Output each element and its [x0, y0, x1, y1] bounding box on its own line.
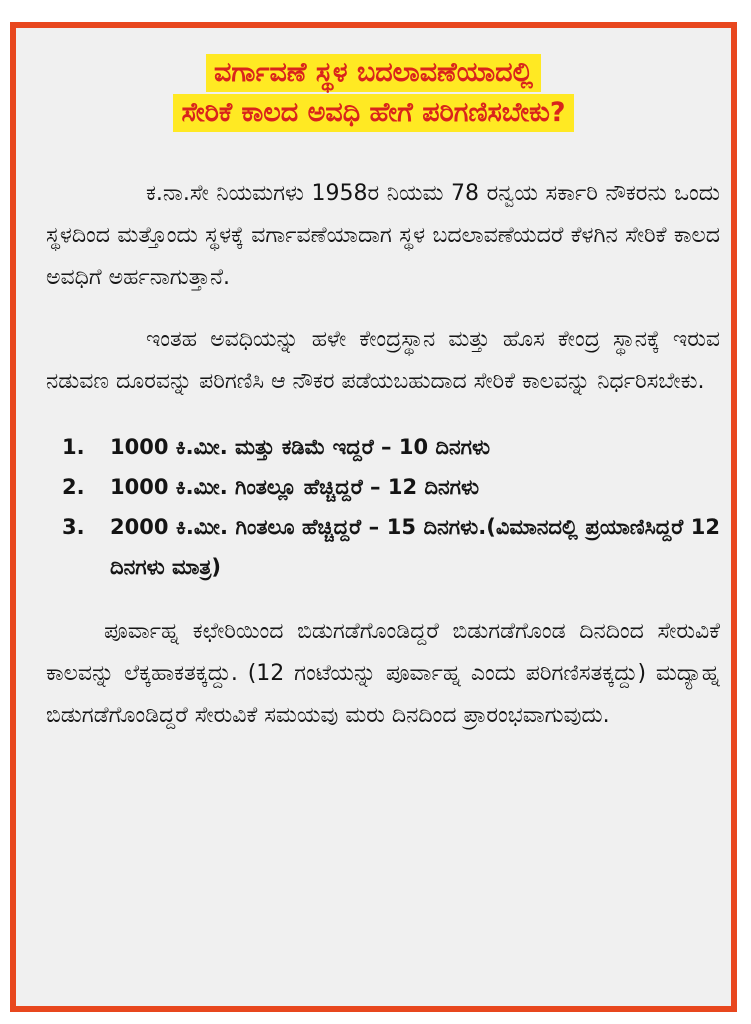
list-item: [46, 507, 720, 587]
list-item: [46, 467, 720, 507]
paragraph-distance: ಇಂತಹ ಅವಧಿಯನ್ನು ಹಳೇ ಕೇಂದ್ರಸ್ಥಾನ ಮತ್ತು ಹೊಸ ಕೇಂದ್ರ ಸ್ಥಾನಕ್ಕೆ ಇರುವ ನಡುವಣ ದೂರವನ್ನು ಪರಿಗಣಿಸಿ ಆ ನೌಕರ ಪಡೆಯಬಹುದಾದ ಸೇರಿಕೆ ಕಾಲವನ್ನು ನಿರ್ಧರಿಸಬೇಕು.: [46, 327, 720, 394]
list-text: 1000 ಕಿ.ಮೀ. ಗಿಂತಲ್ಲೂ ಹೆಚ್ಚಿದ್ದರೆ – 12 ದಿನಗಳು: [110, 475, 480, 499]
list-item: [46, 427, 720, 467]
joining-time-list: [46, 427, 720, 587]
list-number: 1.: [62, 435, 85, 459]
paragraph-rule: ಕ.ನಾ.ಸೇ ನಿಯಮಗಳು 1958ರ ನಿಯಮ 78 ರನ್ವಯ ಸರ್ಕಾರಿ ನೌಕರನು ಒಂದು ಸ್ಥಳದಿಂದ ಮತ್ತೊಂದು ಸ್ಥಳಕ್ಕೆ ವರ್ಗಾವಣೆಯಾದಾಗ ಸ್ಥಳ ಬದಲಾವಣೆಯದರೆ ಕೆಳಗಿನ ಸೇರಿಕೆ ಕಾಲದ ಅವಧಿಗೆ ಅರ್ಹನಾಗುತ್ತಾನೆ.: [46, 181, 720, 290]
document-frame: [10, 22, 737, 1012]
list-number: 2.: [62, 475, 85, 499]
list-number: 3.: [62, 515, 85, 539]
title-line-2: ಸೇರಿಕೆ ಕಾಲದ ಅವಧಿ ಹೇಗೆ ಪರಿಗಣಿಸಬೇಕು?: [173, 94, 573, 132]
paragraph-closing: ಪೂರ್ವಾಹ್ನ ಕಛೇರಿಯಿಂದ ಬಿಡುಗಡೆಗೊಂಡಿದ್ದರೆ ಬಿಡುಗಡೆಗೊಂಡ ದಿನದಿಂದ ಸೇರುವಿಕೆ ಕಾಲವನ್ನು ಲೆಕ್ಕಹಾಕತಕ್ಕದ್ದು. (12 ಗಂಟೆಯನ್ನು ಪೂರ್ವಾಹ್ನ ಎಂದು ಪರಿಗಣಿಸತಕ್ಕದ್ದು) ಮದ್ಯಾಹ್ನ ಬಿಡುಗಡೆಗೊಂಡಿದ್ದರೆ ಸೇರುವಿಕೆ ಸಮಯವು ಮರು ದಿನದಿಂದ ಪ್ರಾರಂಭವಾಗುವುದು.: [46, 619, 720, 728]
title-line-1: ವರ್ಗಾವಣೆ ಸ್ಥಳ ಬದಲಾವಣೆಯಾದಲ್ಲಿ: [206, 54, 541, 92]
title-block: [16, 54, 731, 134]
list-text: 2000 ಕಿ.ಮೀ. ಗಿಂತಲೂ ಹೆಚ್ಚಿದ್ದರೆ – 15 ದಿನಗಳು.(ವಿಮಾನದಲ್ಲಿ ಪ್ರಯಾಣಿಸಿದ್ದರೆ 12 ದಿನಗಳು ಮಾತ್ರ): [110, 515, 720, 579]
list-text: 1000 ಕಿ.ಮೀ. ಮತ್ತು ಕಡಿಮೆ ಇದ್ದರೆ – 10 ದಿನಗಳು: [110, 435, 491, 459]
document-body: [46, 173, 720, 757]
